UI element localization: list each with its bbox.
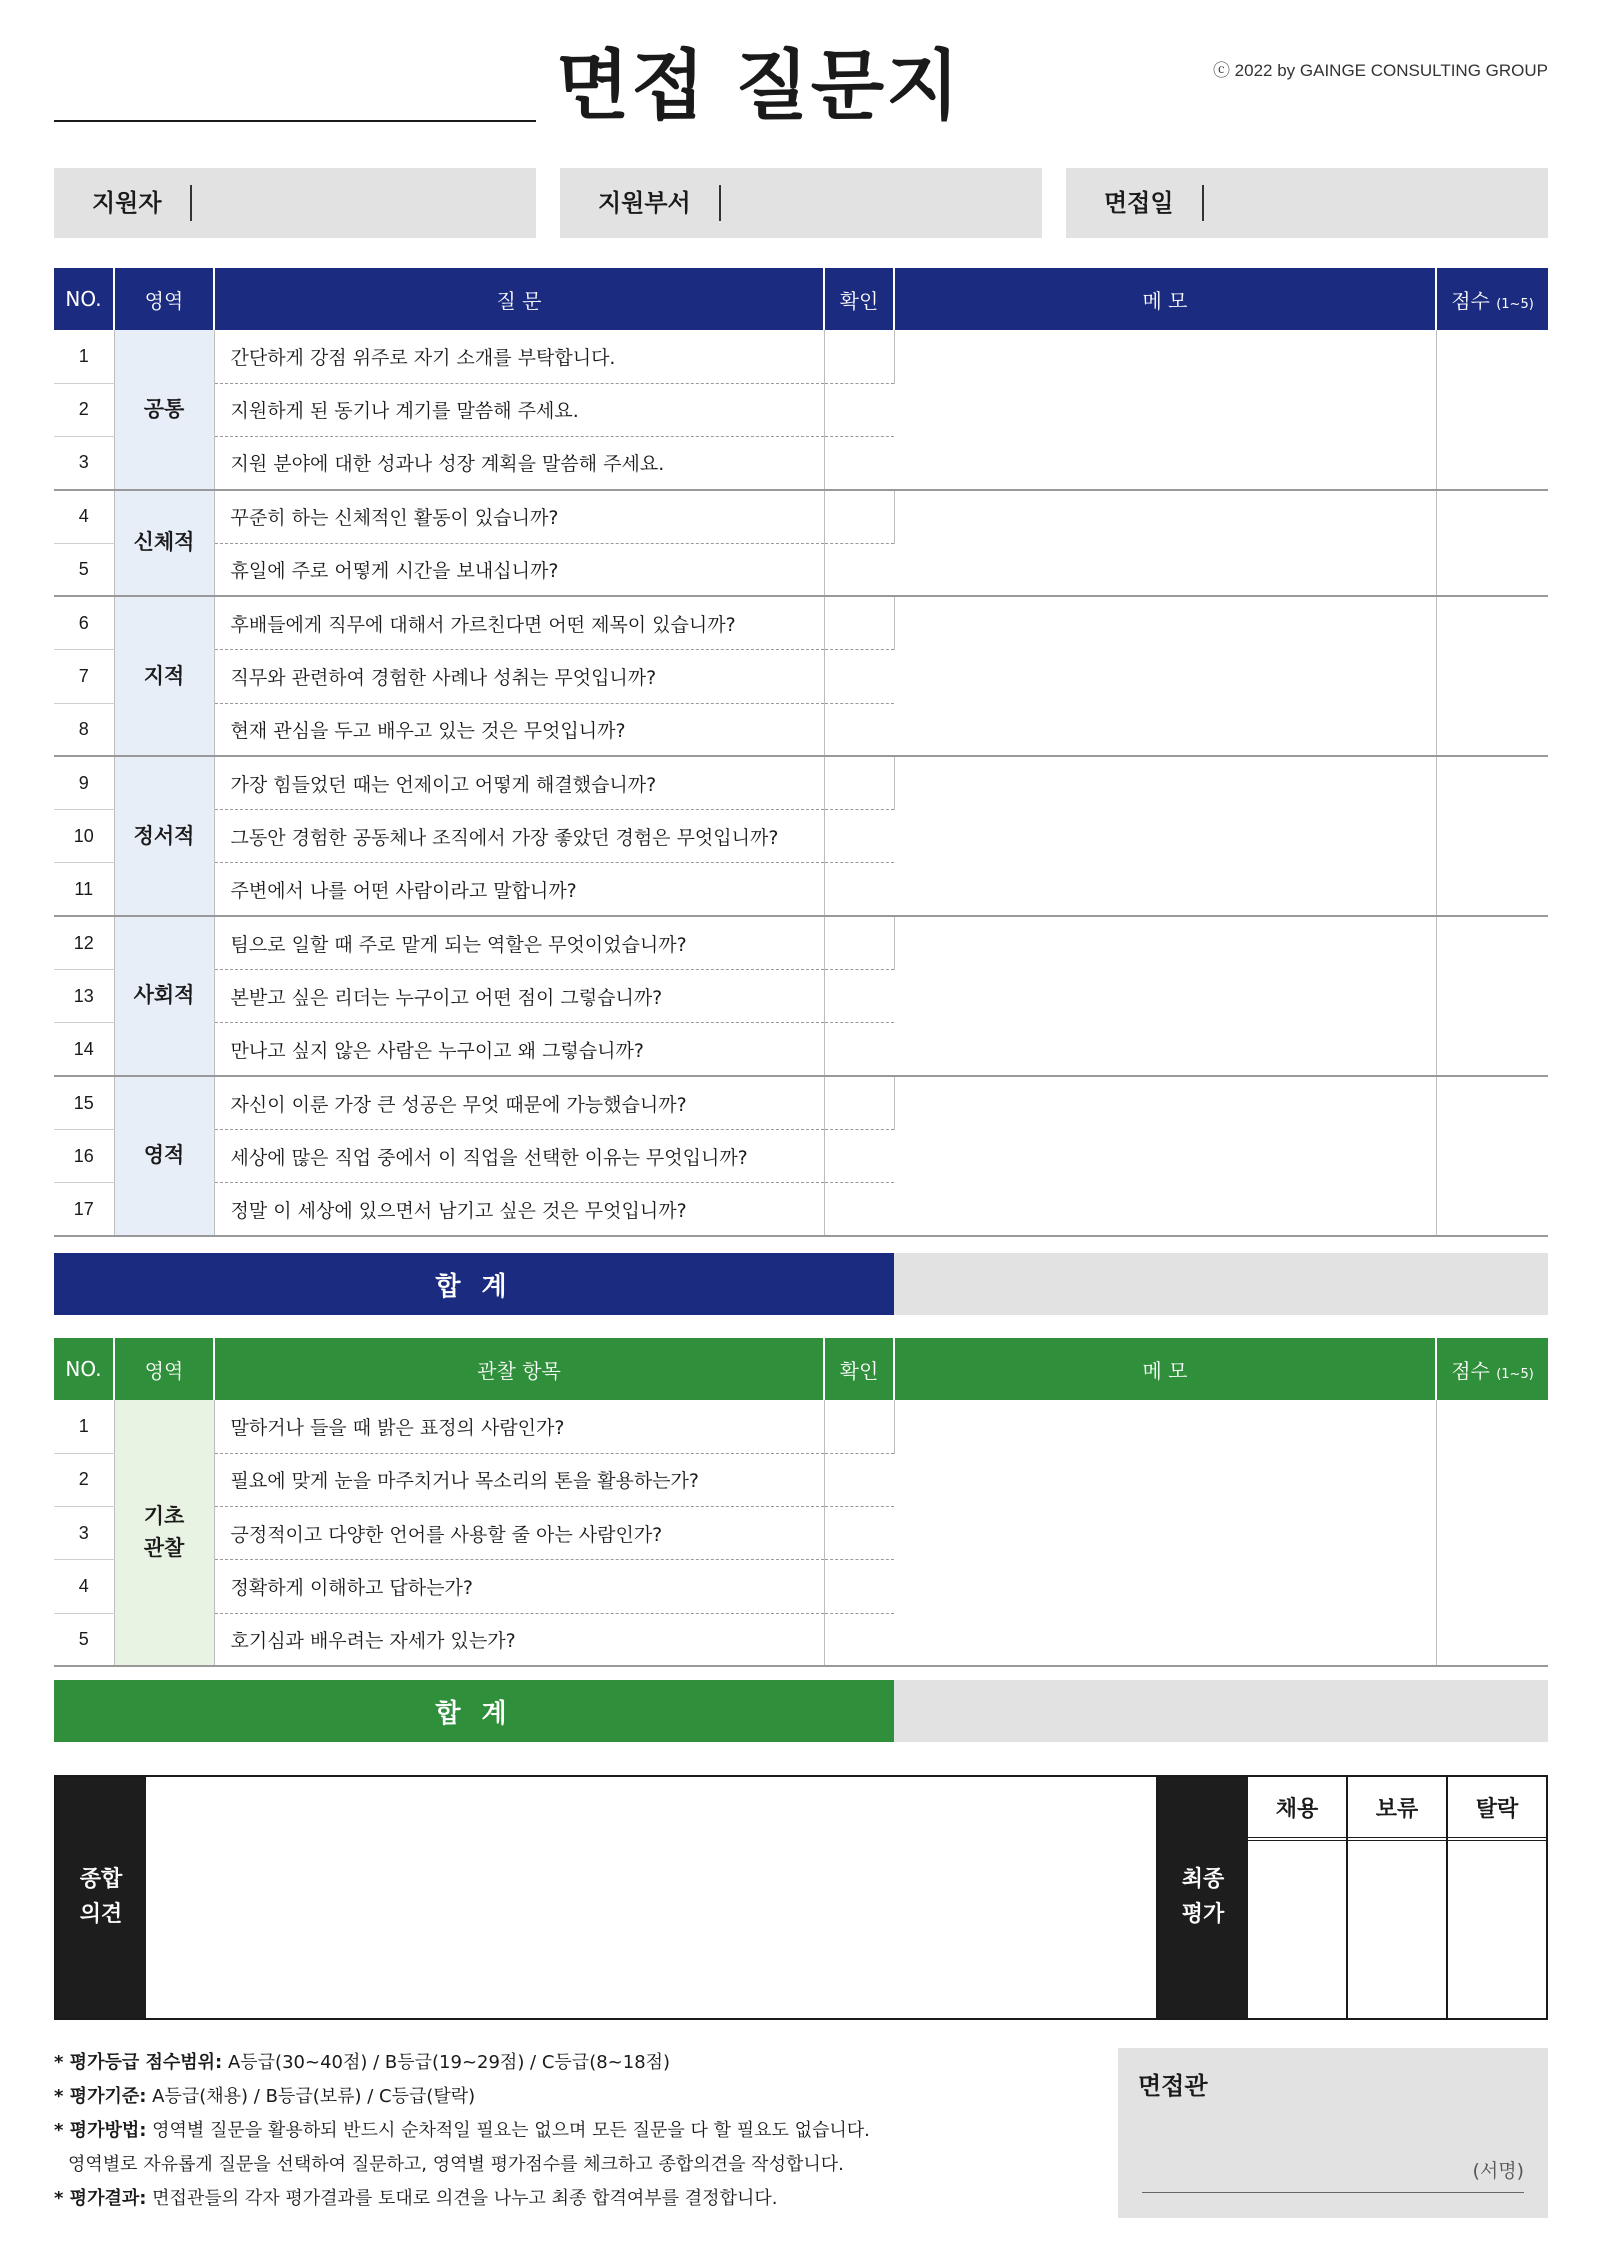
note-criteria: * 평가기준: A등급(채용) / B등급(보류) / C등급(탈락) [54, 2086, 476, 2107]
question-text: 팀으로 일할 때 주로 맡게 되는 역할은 무엇이었습니까? [214, 916, 824, 969]
department-input[interactable] [721, 185, 1042, 221]
observation-text: 긍정적이고 다양한 언어를 사용할 줄 아는 사람인가? [214, 1507, 824, 1560]
question-text: 지원 분야에 대한 성과나 성장 계획을 말씀해 주세요. [214, 437, 824, 490]
observation-text: 정확하게 이해하고 답하는가? [214, 1560, 824, 1613]
date-field[interactable] [1066, 168, 1548, 238]
note-method: * 평가방법: 영역별 질문을 활용하되 반드시 순차적일 필요는 없으며 모든 질문을 다 할 필요도 없습니다. [54, 2120, 870, 2141]
header-no: NO. [54, 268, 114, 330]
score-cell[interactable] [1436, 756, 1548, 916]
grade-hold[interactable] [1346, 1777, 1446, 2018]
check-cell[interactable] [824, 543, 894, 596]
area-label: 신체적 [114, 490, 214, 597]
notes [54, 2046, 870, 2216]
interviewer-box[interactable] [1118, 2048, 1548, 2218]
score-cell[interactable] [1436, 1400, 1548, 1666]
check-cell[interactable] [824, 330, 894, 383]
memo-cell[interactable] [894, 756, 1436, 916]
grade-mark-cell[interactable] [1448, 1841, 1546, 2018]
question-text: 꾸준히 하는 신체적인 활동이 있습니까? [214, 490, 824, 543]
header-memo: 메 모 [894, 1338, 1436, 1400]
memo-cell[interactable] [894, 330, 1436, 490]
memo-cell[interactable] [894, 1076, 1436, 1236]
check-cell[interactable] [824, 916, 894, 969]
note-result: * 평가결과: 면접관들의 각자 평가결과를 토대로 의견을 나누고 최종 합격여부를 결정합니다. [54, 2188, 778, 2209]
question-text: 정말 이 세상에 있으면서 남기고 싶은 것은 무엇입니까? [214, 1183, 824, 1236]
signature-line [1142, 2192, 1524, 2193]
note-method-cont: 영역별로 자유롭게 질문을 선택하여 질문하고, 영역별 평가점수를 체크하고 종합의견을 작성합니다. [68, 2154, 844, 2175]
row-number: 1 [54, 1400, 114, 1453]
area-label: 기초 관찰 [114, 1400, 214, 1666]
row-number: 10 [54, 810, 114, 863]
score-cell[interactable] [1436, 490, 1548, 597]
row-number: 17 [54, 1183, 114, 1236]
check-cell[interactable] [824, 650, 894, 703]
date-input[interactable] [1204, 185, 1548, 221]
row-number: 2 [54, 383, 114, 436]
row-number: 12 [54, 916, 114, 969]
question-text: 후배들에게 직무에 대해서 가르친다면 어떤 제목이 있습니까? [214, 596, 824, 649]
row-number: 8 [54, 703, 114, 756]
final-eval-label: 최종 평가 [1158, 1777, 1248, 2018]
grade-label: 채용 [1248, 1777, 1346, 1841]
copyright: ⓒ 2022 by GAINGE CONSULTING GROUP [1212, 61, 1548, 80]
memo-cell[interactable] [894, 1400, 1436, 1666]
signature-label: (서명) [1472, 2160, 1524, 2182]
header-no: NO. [54, 1338, 114, 1400]
observation-text: 말하거나 들을 때 밝은 표정의 사람인가? [214, 1400, 824, 1453]
question-text: 지원하게 된 동기나 계기를 말씀해 주세요. [214, 383, 824, 436]
question-text: 직무와 관련하여 경험한 사례나 성취는 무엇입니까? [214, 650, 824, 703]
grade-mark-cell[interactable] [1248, 1841, 1346, 2018]
question-text: 현재 관심을 두고 배우고 있는 것은 무엇입니까? [214, 703, 824, 756]
header-area: 영역 [114, 268, 214, 330]
header-score: 점수 (1~5) [1436, 268, 1548, 330]
opinion-label: 종합 의견 [56, 1777, 146, 2018]
check-cell[interactable] [824, 756, 894, 809]
check-cell[interactable] [824, 703, 894, 756]
area-label: 지적 [114, 596, 214, 756]
check-cell[interactable] [824, 596, 894, 649]
header-question: 질 문 [214, 268, 824, 330]
score-cell[interactable] [1436, 1076, 1548, 1236]
row-number: 15 [54, 1076, 114, 1129]
score-cell[interactable] [1436, 916, 1548, 1076]
total-label: 합 계 [54, 1253, 894, 1315]
check-cell[interactable] [824, 1129, 894, 1182]
row-number: 13 [54, 970, 114, 1023]
department-label: 지원부서 [560, 185, 721, 221]
row-number: 6 [54, 596, 114, 649]
total-label: 합 계 [54, 1680, 894, 1742]
row-number: 14 [54, 1023, 114, 1076]
row-number: 7 [54, 650, 114, 703]
header-area: 영역 [114, 1338, 214, 1400]
question-text: 가장 힘들었던 때는 언제이고 어떻게 해결했습니까? [214, 756, 824, 809]
row-number: 5 [54, 1613, 114, 1666]
check-cell[interactable] [824, 1507, 894, 1560]
question-text: 간단하게 강점 위주로 자기 소개를 부탁합니다. [214, 330, 824, 383]
check-cell[interactable] [824, 1023, 894, 1076]
area-label: 정서적 [114, 756, 214, 916]
applicant-field[interactable] [54, 168, 536, 238]
check-cell[interactable] [824, 1183, 894, 1236]
question-text: 주변에서 나를 어떤 사람이라고 말합니까? [214, 863, 824, 916]
row-number: 1 [54, 330, 114, 383]
grade-options [1248, 1777, 1546, 2018]
memo-cell[interactable] [894, 490, 1436, 597]
total-value[interactable] [894, 1253, 1548, 1315]
check-cell[interactable] [824, 1076, 894, 1129]
interviewer-label: 면접관 [1138, 2072, 1208, 2100]
grade-label: 보류 [1348, 1777, 1446, 1841]
header-memo: 메 모 [894, 268, 1436, 330]
score-cell[interactable] [1436, 330, 1548, 490]
total-bar-observation [54, 1680, 1548, 1742]
observation-text: 호기심과 배우려는 자세가 있는가? [214, 1613, 824, 1666]
grade-mark-cell[interactable] [1348, 1841, 1446, 2018]
row-number: 2 [54, 1453, 114, 1506]
department-field[interactable] [560, 168, 1042, 238]
total-value[interactable] [894, 1680, 1548, 1742]
grade-reject[interactable] [1446, 1777, 1546, 2018]
header-check: 확인 [824, 268, 894, 330]
header-score: 점수 (1~5) [1436, 1338, 1548, 1400]
check-cell[interactable] [824, 970, 894, 1023]
check-cell[interactable] [824, 863, 894, 916]
row-number: 11 [54, 863, 114, 916]
question-text: 자신이 이룬 가장 큰 성공은 무엇 때문에 가능했습니까? [214, 1076, 824, 1129]
question-text: 그동안 경험한 공동체나 조직에서 가장 좋았던 경험은 무엇입니까? [214, 810, 824, 863]
check-cell[interactable] [824, 1560, 894, 1613]
row-number: 4 [54, 490, 114, 543]
title-underline [54, 120, 536, 122]
row-number: 5 [54, 543, 114, 596]
question-table [54, 268, 1548, 1237]
observation-text: 필요에 맞게 눈을 마주치거나 목소리의 톤을 활용하는가? [214, 1453, 824, 1506]
header-observation: 관찰 항목 [214, 1338, 824, 1400]
total-bar-questions [54, 1253, 1548, 1315]
area-label: 사회적 [114, 916, 214, 1076]
question-text: 세상에 많은 직업 중에서 이 직업을 선택한 이유는 무엇입니까? [214, 1129, 824, 1182]
page-title: 면접 질문지 [556, 41, 962, 130]
score-cell[interactable] [1436, 596, 1548, 756]
date-label: 면접일 [1066, 185, 1204, 221]
area-label: 공통 [114, 330, 214, 490]
check-cell[interactable] [824, 810, 894, 863]
grade-hire[interactable] [1248, 1777, 1346, 2018]
question-text: 만나고 싶지 않은 사람은 누구이고 왜 그렇습니까? [214, 1023, 824, 1076]
row-number: 4 [54, 1560, 114, 1613]
question-text: 본받고 싶은 리더는 누구이고 어떤 점이 그렇습니까? [214, 970, 824, 1023]
check-cell[interactable] [824, 437, 894, 490]
check-cell[interactable] [824, 1613, 894, 1666]
opinion-input[interactable] [146, 1777, 1158, 2018]
question-text: 휴일에 주로 어떻게 시간을 보내십니까? [214, 543, 824, 596]
applicant-input[interactable] [192, 185, 536, 221]
check-cell[interactable] [824, 490, 894, 543]
row-number: 3 [54, 437, 114, 490]
row-number: 16 [54, 1129, 114, 1182]
header-check: 확인 [824, 1338, 894, 1400]
final-section [54, 1775, 1548, 2020]
memo-cell[interactable] [894, 596, 1436, 756]
observation-table [54, 1338, 1548, 1667]
memo-cell[interactable] [894, 916, 1436, 1076]
check-cell[interactable] [824, 383, 894, 436]
applicant-label: 지원자 [54, 185, 192, 221]
check-cell[interactable] [824, 1400, 894, 1453]
row-number: 9 [54, 756, 114, 809]
row-number: 3 [54, 1507, 114, 1560]
note-score-range: * 평가등급 점수범위: A등급(30~40점) / B등급(19~29점) / C등급(8~18점) [54, 2052, 671, 2073]
area-label: 영적 [114, 1076, 214, 1236]
check-cell[interactable] [824, 1453, 894, 1506]
grade-label: 탈락 [1448, 1777, 1546, 1841]
